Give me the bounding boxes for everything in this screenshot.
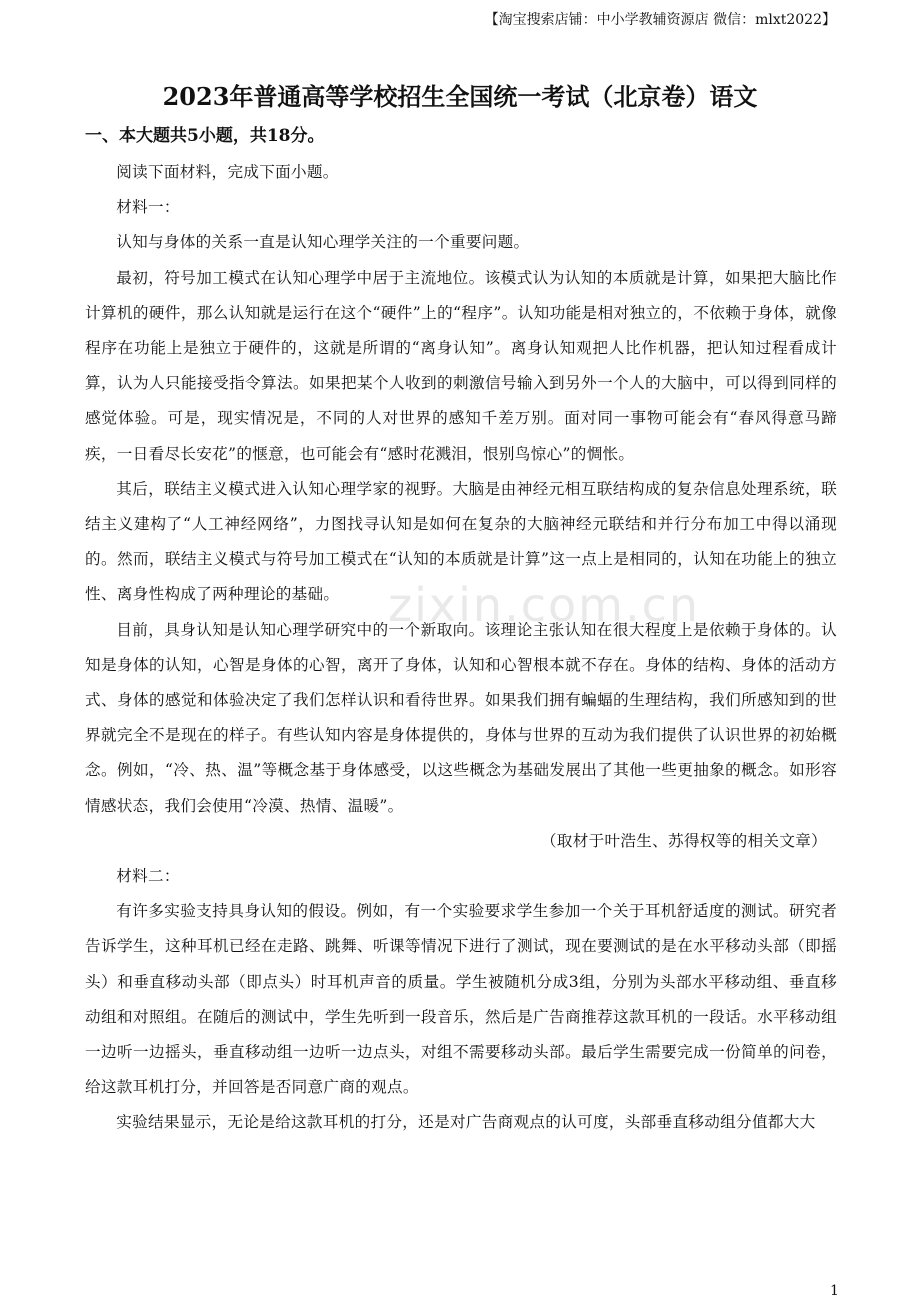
body-text [85,155,837,1141]
document-title: 2023年普通高等学校招生全国统一考试（北京卷）语文 [162,82,758,111]
page-number: 1 [830,1283,839,1299]
paragraph: 目前，具身认知是认知心理学研究中的一个新取向。该理论主张认知在很大程度上是依赖于身体的。认知是身体的认知，心智是身体的心智，离开了身体，认知和心智根本就不存在。身体的结构、身体的活动方式、身体的感觉和体验决定了我们怎样认识和看待世界。如果我们拥有蝙蝠的生理结构，我们所感知到的世界就完全不是现在的样子。有些认知内容是身体提供的，身体与世界的互动为我们提供了认识世界的初始概念。例如，“冷、热、温”等概念基于身体感受，以这些概念为基础发展出了其他一些更抽象的概念。如形容情感状态，我们会使用“冷漠、热情、温暖”。 [85,620,837,815]
paragraph: 有许多实验支持具身认知的假设。例如，有一个实验要求学生参加一个关于耳机舒适度的测试。研究者告诉学生，这种耳机已经在走路、跳舞、听课等情况下进行了测试，现在要测试的是在水平移动头部（即摇头）和垂直移动头部（即点头）时耳机声音的质量。学生被随机分成3组，分别为头部水平移动组、垂直移动组和对照组。在随后的测试中，学生先听到一段音乐，然后是广告商推荐这款耳机的一段话。水平移动组一边听一边摇头，垂直移动组一边听一边点头，对组不需要移动头部。最后学生需要完成一份简单的问卷，给这款耳机打分，并回答是否同意广商的观点。 [85,902,837,1097]
paragraph: 其后，联结主义模式进入认知心理学家的视野。大脑是由神经元相互联结构成的复杂信息处理系统，联结主义建构了“人工神经网络”，力图找寻认知是如何在复杂的大脑神经元联结和并行分布加工中得以涌现的。然而，联结主义模式与符号加工模式在“认知的本质就是计算”这一点上是相同的，认知在功能上的独立性、离身性构成了两种理论的基础。 [85,479,837,604]
paragraph: 最初，符号加工模式在认知心理学中居于主流地位。该模式认为认知的本质就是计算，如果把大脑比作计算机的硬件，那么认知就是运行在这个“硬件”上的“程序”。认知功能是相对独立的，不依赖于身体，就像程序在功能上是独立于硬件的，这就是所谓的“离身认知”。离身认知观把人比作机器，把认知过程看成计算，认为人只能接受指令算法。如果把某个人收到的刺激信号输入到另外一个人的大脑中，可以得到同样的感觉体验。可是，现实情况是，不同的人对世界的感知千差万别。面对同一事物可能会有“春风得意马蹄疾，一日看尽长安花”的惬意，也可能会有“感时花溅泪，恨别鸟惊心”的惆怅。 [85,268,837,463]
instruction-paragraph: 阅读下面材料，完成下面小题。 [116,163,339,181]
watermark: zixin.com.cn [388,578,701,632]
header-note: 【淘宝搜索店铺：中小学教辅资源店 微信：mlxt2022】 [484,12,836,28]
source-note: （取材于叶浩生、苏得权等的相关文章） [540,831,827,850]
section-heading: 一、本大题共5小题，共18分。 [85,126,325,146]
material-two-label: 材料二： [116,867,180,886]
paragraph: 认知与身体的关系一直是认知心理学关注的一个重要问题。 [116,233,530,252]
material-one-label: 材料一： [116,198,180,217]
paragraph: 实验结果显示，无论是给这款耳机的打分，还是对广告商观点的认可度，头部垂直移动组分值都大大 [116,1113,816,1132]
